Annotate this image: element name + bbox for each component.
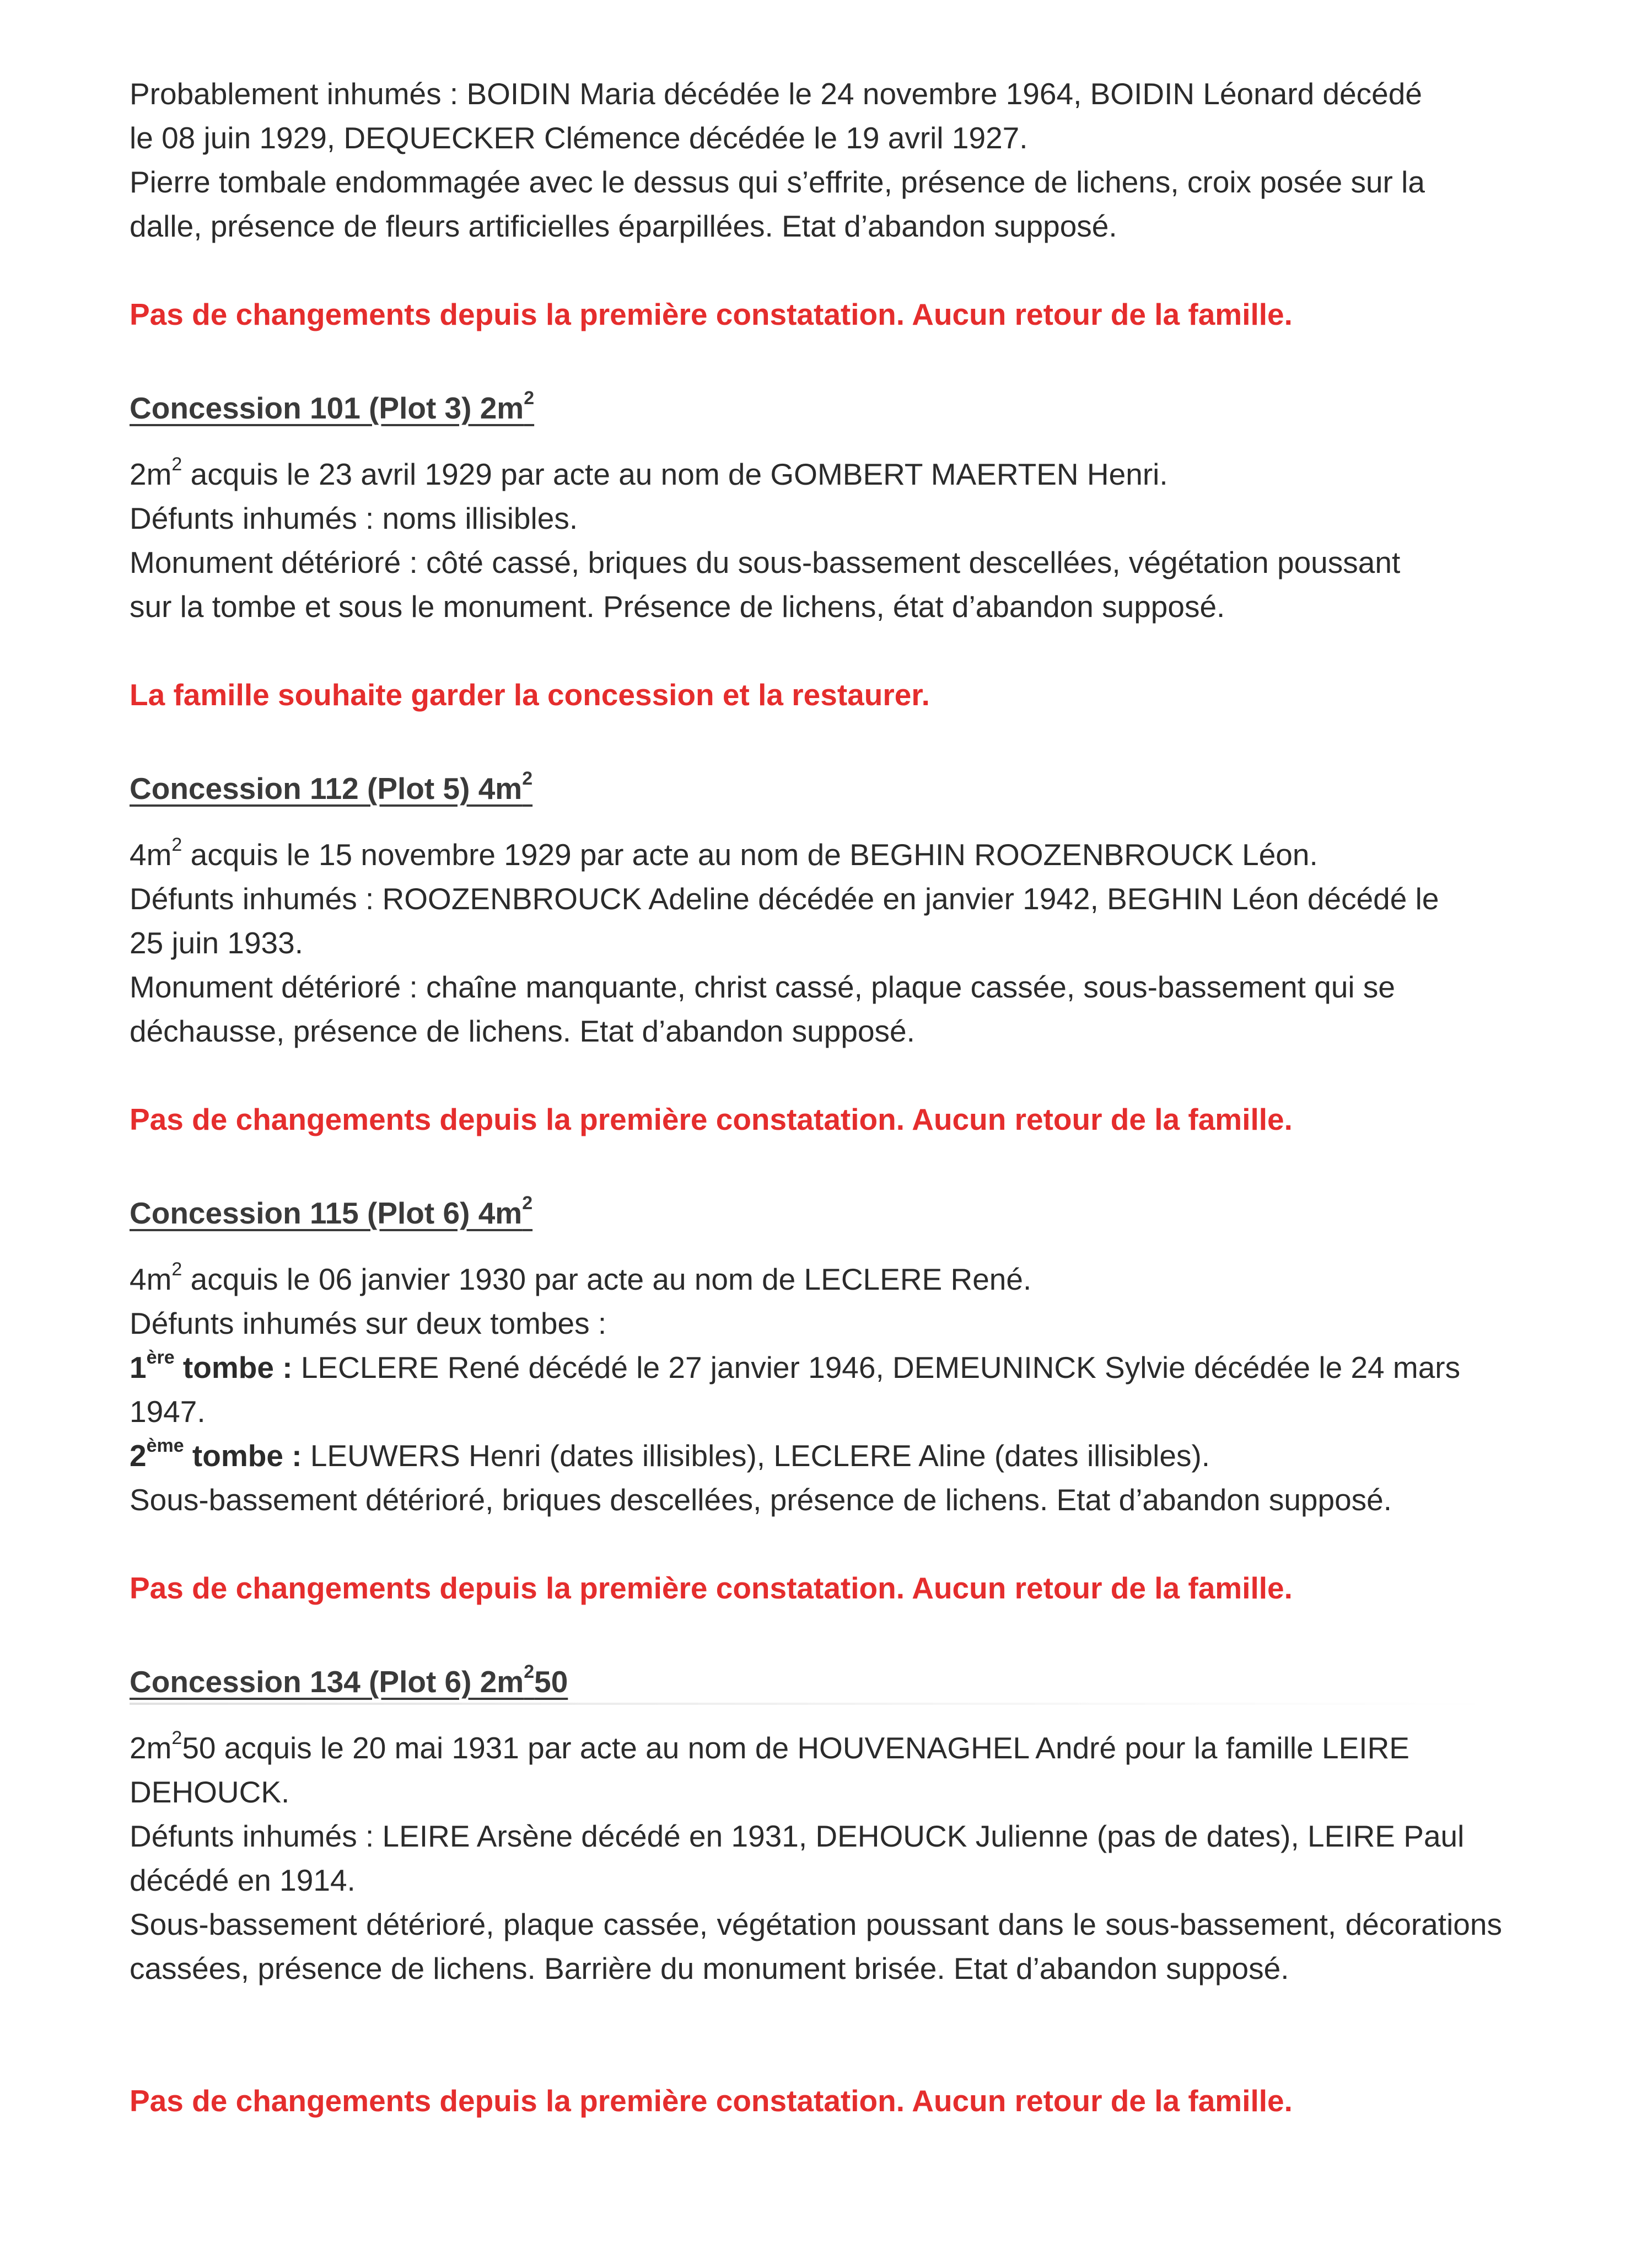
scan-artifact-line <box>130 1703 1502 1705</box>
status-notice: Pas de changements depuis la première constatation. Aucun retour de la famille. <box>130 2084 1293 2118</box>
text-line <box>130 833 1502 877</box>
text-line: décédé en 1914. <box>130 1863 356 1897</box>
status-notice: Pas de changements depuis la première constatation. Aucun retour de la famille. <box>130 1571 1293 1605</box>
superscript: 2 <box>171 454 182 475</box>
text-line: le 08 juin 1929, DEQUECKER Clémence décédée le 19 avril 1927. <box>130 121 1028 155</box>
concession-paragraph <box>130 452 1502 629</box>
area-value: 4m <box>130 838 172 872</box>
text-line: Défunts inhumés : ROOZENBROUCK Adeline décédée en janvier 1942, BEGHIN Léon décédé le <box>130 882 1439 916</box>
concession-134-status-wrap <box>130 2079 1502 2123</box>
concession-heading <box>130 1191 1502 1235</box>
concession-paragraph <box>130 1726 1502 1902</box>
text-line: 25 juin 1933. <box>130 926 303 960</box>
text-line: déchausse, présence de lichens. Etat d’abandon supposé. <box>130 1014 915 1048</box>
heading-superscript: 2 <box>524 1661 535 1682</box>
tombe-label-text: tombe : <box>184 1439 302 1473</box>
heading-superscript: 2 <box>524 388 535 409</box>
concession-101-body <box>130 452 1502 629</box>
concession-112-status-wrap <box>130 1097 1502 1141</box>
area-value: 2m <box>130 457 172 491</box>
concession-112-body <box>130 833 1502 1053</box>
text-line: sur la tombe et sous le monument. Présence de lichens, état d’abandon supposé. <box>130 589 1225 624</box>
concession-101-status-wrap <box>130 673 1502 717</box>
text-line <box>130 452 1502 496</box>
heading-text: Concession 112 (Plot 5) 4m <box>130 771 523 806</box>
heading-superscript: 2 <box>522 768 533 789</box>
status-notice: La famille souhaite garder la concession et la restaurer. <box>130 678 930 712</box>
concession-paragraph <box>130 1257 1502 1522</box>
tombe-line <box>130 1345 1502 1389</box>
text-line <box>130 1726 1502 1770</box>
text-fragment: LEUWERS Henri (dates illisibles), LECLERE Aline (dates illisibles). <box>302 1439 1210 1473</box>
text-line: 1947. <box>130 1394 206 1429</box>
superscript: 2 <box>171 1259 182 1280</box>
intro-block <box>130 72 1502 248</box>
concession-paragraph <box>130 833 1502 1053</box>
superscript: ère <box>146 1347 175 1368</box>
text-line: Défunts inhumés : noms illisibles. <box>130 501 578 535</box>
tombe-line <box>130 1434 1502 1478</box>
text-line: Défunts inhumés sur deux tombes : <box>130 1306 607 1340</box>
superscript: 2 <box>171 834 182 855</box>
superscript: 2 <box>171 1727 182 1748</box>
concession-134-body <box>130 1726 1502 1990</box>
concession-101-heading-wrap <box>130 386 1502 430</box>
text-fragment: acquis le 15 novembre 1929 par acte au nom de BEGHIN ROOZENBROUCK Léon. <box>182 838 1318 872</box>
tombe-number: 2 <box>130 1439 147 1473</box>
area-value: 4m <box>130 1262 172 1296</box>
heading-superscript: 2 <box>522 1193 533 1214</box>
text-line: DEHOUCK. <box>130 1775 290 1809</box>
heading-text-tail: 50 <box>534 1665 568 1699</box>
status-notice: Pas de changements depuis la première constatation. Aucun retour de la famille. <box>130 297 1293 331</box>
text-fragment: acquis le 06 janvier 1930 par acte au nom de LECLERE René. <box>182 1262 1032 1296</box>
intro-paragraph <box>130 72 1502 248</box>
concession-115-status-wrap <box>130 1566 1502 1610</box>
area-value: 2m <box>130 1731 172 1765</box>
heading-text: Concession 134 (Plot 6) 2m <box>130 1665 524 1699</box>
text-line: Pierre tombale endommagée avec le dessus qui s’effrite, présence de lichens, croix posée sur la <box>130 165 1425 199</box>
text-line: Monument détérioré : chaîne manquante, christ cassé, plaque cassée, sous-bassement qui se <box>130 970 1396 1004</box>
concession-115-heading-wrap <box>130 1191 1502 1235</box>
text-line <box>130 1257 1502 1301</box>
tombe-number: 1 <box>130 1350 147 1385</box>
tombe-label <box>130 1347 293 1385</box>
concession-134-heading-wrap <box>130 1660 1502 1704</box>
concession-115-body <box>130 1257 1502 1522</box>
text-line: Défunts inhumés : LEIRE Arsène décédé en 1931, DEHOUCK Julienne (pas de dates), LEIRE Paul <box>130 1819 1465 1853</box>
text-fragment: acquis le 23 avril 1929 par acte au nom de GOMBERT MAERTEN Henri. <box>182 457 1168 491</box>
status-notice: Pas de changements depuis la première constatation. Aucun retour de la famille. <box>130 1102 1293 1136</box>
concession-112-heading-wrap <box>130 766 1502 811</box>
text-fragment: 50 acquis le 20 mai 1931 par acte au nom de HOUVENAGHEL André pour la famille LEIRE <box>182 1731 1409 1765</box>
intro-status-wrap <box>130 292 1502 336</box>
superscript: ème <box>146 1435 184 1456</box>
text-fragment: LECLERE René décédé le 27 janvier 1946, DEMEUNINCK Sylvie décédée le 24 mars <box>292 1350 1461 1385</box>
text-line: Monument détérioré : côté cassé, briques du sous-bassement descellées, végétation poussant <box>130 545 1401 579</box>
text-line: Probablement inhumés : BOIDIN Maria décédée le 24 novembre 1964, BOIDIN Léonard décédé <box>130 77 1422 111</box>
heading-text: Concession 101 (Plot 3) 2m <box>130 391 524 425</box>
concession-heading <box>130 766 1502 811</box>
tombe-label <box>130 1435 302 1473</box>
text-line: Sous-bassement détérioré, briques descellées, présence de lichens. Etat d’abandon supposé. <box>130 1483 1392 1517</box>
concession-heading <box>130 1660 1502 1704</box>
concession-heading <box>130 386 1502 430</box>
text-line: dalle, présence de fleurs artificielles éparpillées. Etat d’abandon supposé. <box>130 209 1117 243</box>
heading-text: Concession 115 (Plot 6) 4m <box>130 1196 523 1230</box>
justified-paragraph: Sous-bassement détérioré, plaque cassée, végétation poussant dans le sous-bassement, décorations cassées, présence de lichens. Barrière du monument brisée. Etat d’abandon supposé. <box>130 1907 1502 1986</box>
tombe-label-text: tombe : <box>174 1350 293 1385</box>
